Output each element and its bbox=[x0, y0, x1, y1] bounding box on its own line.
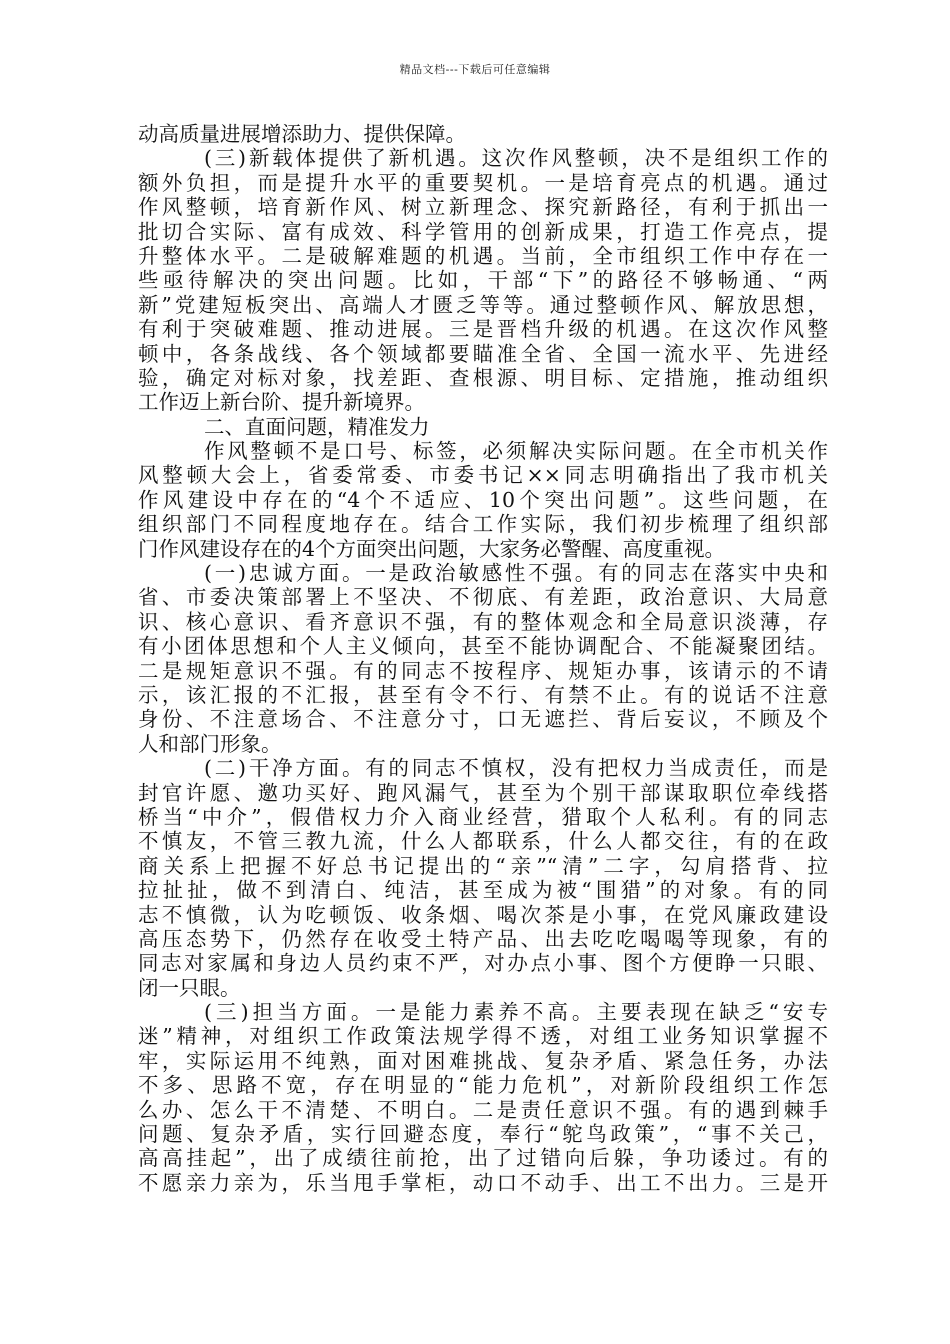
text-line: 不愿亲力亲为，乐当甩手掌柜，动口不动手、出工不出力。三是开 bbox=[138, 1170, 828, 1195]
text-line: 牢，实际运用不纯熟，面对困难挑战、复杂矛盾、紧急任务，办法 bbox=[138, 1048, 828, 1073]
text-line: 些亟待解决的突出问题。比如，干部“下”的路径不够畅通、“两 bbox=[138, 268, 828, 293]
text-line: 二是规矩意识不强。有的同志不按程序、规矩办事，该请示的不请 bbox=[138, 658, 828, 683]
text-line: 额外负担，而是提升水平的重要契机。一是培育亮点的机遇。通过 bbox=[138, 170, 828, 195]
text-line: 顿中，各条战线、各个领域都要瞄准全省、全国一流水平、先进经 bbox=[138, 341, 828, 366]
text-line: 组织部门不同程度地存在。结合工作实际，我们初步梳理了组织部 bbox=[138, 512, 828, 537]
text-line: 身份、不注意场合、不注意分寸，口无遮拦、背后妄议，不顾及个 bbox=[138, 707, 828, 732]
text-line: 作风整顿不是口号、标签，必须解决实际问题。在全市机关作 bbox=[204, 439, 828, 464]
text-line: 么办、怎么干不清楚、不明白。二是责任意识不强。有的遇到棘手 bbox=[138, 1097, 828, 1122]
text-line: 有利于突破难题、推动进展。三是晋档升级的机遇。在这次作风整 bbox=[138, 317, 828, 342]
text-line: 作风建设中存在的“4个不适应、10个突出问题”。这些问题，在 bbox=[138, 487, 828, 512]
text-line: (二)干净方面。有的同志不慎权，没有把权力当成责任，而是 bbox=[204, 756, 828, 781]
text-line: 同志对家属和身边人员约束不严，对办点小事、图个方便睁一只眼、 bbox=[138, 951, 828, 976]
text-line: 示，该汇报的不汇报，甚至有令不行、有禁不止。有的说话不注意 bbox=[138, 682, 828, 707]
text-line: 识、核心意识、看齐意识不强，有的整体观念和全局意识淡薄，存 bbox=[138, 609, 828, 634]
text-line: 新”党建短板突出、高端人才匮乏等等。通过整顿作风、解放思想， bbox=[138, 292, 828, 317]
text-line: 高高挂起”，出了成绩往前抢，出了过错向后躲，争功诿过。有的 bbox=[138, 1146, 828, 1171]
text-line: 有小团体思想和个人主义倾向，甚至不能协调配合、不能凝聚团结。 bbox=[138, 634, 828, 659]
text-line: 二、直面问题，精准发力 bbox=[204, 414, 430, 439]
text-line: 验，确定对标对象，找差距、查根源、明目标、定措施，推动组织 bbox=[138, 365, 828, 390]
text-line: 桥当“中介”，假借权力介入商业经营，猎取个人私利。有的同志 bbox=[138, 804, 828, 829]
text-line: 拉扯扯，做不到清白、纯洁，甚至成为被“围猎”的对象。有的同 bbox=[138, 878, 828, 903]
text-line: 不多、思路不宽，存在明显的“能力危机”，对新阶段组织工作怎 bbox=[138, 1073, 828, 1098]
text-line: 省、市委决策部署上不坚决、不彻底、有差距，政治意识、大局意 bbox=[138, 585, 828, 610]
text-line: 问题、复杂矛盾，实行回避态度，奉行“鸵鸟政策”，“事不关己， bbox=[138, 1122, 828, 1147]
text-line: 高压态势下，仍然存在收受土特产品、出去吃吃喝喝等现象，有的 bbox=[138, 926, 828, 951]
text-line: 商关系上把握不好总书记提出的“亲”“清”二字，勾肩搭背、拉 bbox=[138, 853, 828, 878]
document-body bbox=[138, 122, 828, 1195]
text-line: 升整体水平。二是破解难题的机遇。当前，全市组织工作中存在一 bbox=[138, 243, 828, 268]
text-line: 志不慎微，认为吃顿饭、收条烟、喝次茶是小事，在党风廉政建设 bbox=[138, 902, 828, 927]
text-line: 批切合实际、富有成效、科学管用的创新成果，打造工作亮点，提 bbox=[138, 219, 828, 244]
text-line: 工作迈上新台阶、提升新境界。 bbox=[138, 390, 425, 415]
text-line: 风整顿大会上，省委常委、市委书记××同志明确指出了我市机关 bbox=[138, 463, 828, 488]
text-line: 动高质量进展增添助力、提供保障。 bbox=[138, 122, 466, 146]
text-line: (三)担当方面。一是能力素养不高。主要表现在缺乏“安专 bbox=[204, 1000, 828, 1025]
text-line: 封官许愿、邀功买好、跑风漏气，甚至为个别干部谋取职位牵线搭 bbox=[138, 780, 828, 805]
text-line: 迷”精神，对组织工作政策法规学得不透，对组工业务知识掌握不 bbox=[138, 1024, 828, 1049]
text-line: 门作风建设存在的4个方面突出问题，大家务必警醒、高度重视。 bbox=[138, 536, 726, 561]
text-line: 不慎友，不管三教九流，什么人都联系，什么人都交往，有的在政 bbox=[138, 829, 828, 854]
text-line: (一)忠诚方面。一是政治敏感性不强。有的同志在落实中央和 bbox=[204, 561, 828, 586]
text-line: (三)新载体提供了新机遇。这次作风整顿，决不是组织工作的 bbox=[204, 146, 828, 171]
page-header: 精品文档---下载后可任意编辑 bbox=[399, 63, 551, 76]
text-line: 作风整顿，培育新作风、树立新理念、探究新路径，有利于抓出一 bbox=[138, 195, 828, 220]
text-line: 闭一只眼。 bbox=[138, 975, 241, 1000]
text-line: 人和部门形象。 bbox=[138, 731, 282, 756]
